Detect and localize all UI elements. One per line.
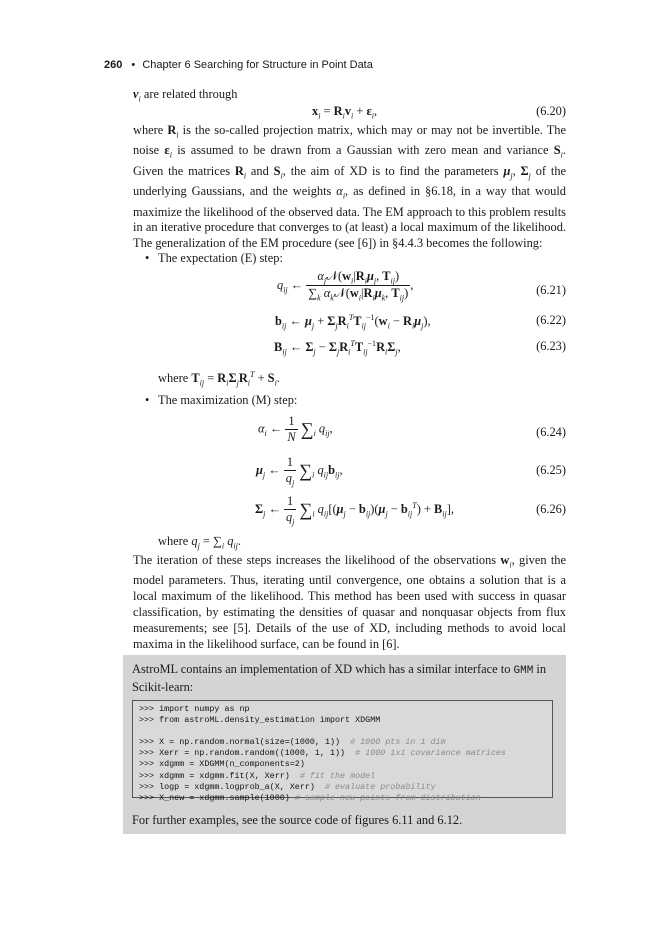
bullet-marker: • (145, 393, 150, 407)
where-t-definition: where $T_{ij} = R_i\Sigma_jR_i^T + S_i$. (158, 370, 280, 388)
code-line: >>> xdgmm = XDGMM(n_components=2) (139, 759, 305, 770)
box-footer: For further examples, see the source code of figures 6.11 and 6.12. (132, 813, 463, 827)
code-line: >>> logp = xdgmm.logprob_a(X, Xerr) # evaluate probability (139, 781, 436, 792)
equation-number: (6.23) (536, 339, 566, 353)
chapter-title: Chapter 6 Searching for Structure in Point Data (142, 59, 373, 71)
page-number: 260 (104, 59, 123, 71)
equation-number: (6.21) (536, 283, 566, 297)
equation-number: (6.20) (536, 104, 566, 118)
equation-6-21: $q_{ij}$ ← $\frac{\alpha_j𝒩(w_i|R_i\mu_j, T_{ij})}{\sum_k \alpha_k𝒩(w_i|R_i\mu_k, T_{ij})}$ , (277, 269, 414, 303)
equation-number: (6.26) (536, 502, 566, 516)
equation-number: (6.25) (536, 463, 566, 477)
box-intro: AstroML contains an implementation of XD which has a similar interface to GMM in Scikit-learn: (132, 662, 547, 694)
code-line: >>> X_new = xdgmm.sample(1000) # sample new points from distribution (139, 792, 481, 803)
bullet-expectation: The expectation (E) step: (158, 251, 283, 265)
equation-number: (6.24) (536, 425, 566, 439)
code-block (132, 700, 553, 803)
equation-number: (6.22) (536, 313, 566, 327)
header-separator: • (131, 59, 136, 71)
inline-code: GMM (513, 665, 534, 677)
code-line: >>> from astroML.density_estimation import XDGMM (139, 715, 381, 726)
code-line: >>> import numpy as np (139, 704, 250, 714)
code-line: >>> Xerr = np.random.random((1000, 1, 1)) # 1000 1x1 covariance matrices (139, 748, 506, 759)
equation-6-24: $\alpha_i$ ← $\frac{1}{N}$ $\sum_i$ $q_{ij}$, (258, 414, 333, 444)
code-line: >>> X = np.random.normal(size=(1000, 1)) # 1000 pts in 1 dim (139, 737, 446, 748)
code-line: >>> xdgmm = xdgmm.fit(X, Xerr) # fit the model (139, 770, 376, 781)
equation-6-20: $x_i = R_iv_i + \varepsilon_i$, (312, 104, 378, 121)
bullet-marker: • (145, 251, 150, 265)
intro-line: $v_i$ are related through (133, 87, 238, 104)
equation-6-22: $b_{ij}$ ← $\mu_j + \Sigma_jR_i^TT_{ij}^{-1}(w_i - R_i\mu_j)$, (275, 313, 431, 331)
equation-6-23: $B_{ij}$ ← $\Sigma_j - \Sigma_jR_i^TT_{ij}^{-1}R_i\Sigma_j$, (274, 339, 401, 357)
where-q-definition: where $q_j = \sum_i$ $q_{ij}$. (158, 534, 241, 551)
equation-6-25: $\mu_j$ ← $\frac{1}{q_j}$ $\sum_i$ $q_{ij}b_{ij}$, (256, 455, 343, 488)
running-header (104, 59, 373, 71)
paragraph-projection: where $R_i$ is the so-called projection matrix, which may or may not be invertible. The noise $\varepsilon_i$ is assumed to be drawn from a Gaussian with zero mean and variance $S_i$. Given the matrices $R_i$ and $S_i$, the aim of XD is to find the parameters $\mu_j$, $\Sigma_j$ of the underlying Gaussians, and the weights $\alpha_i$, as defined in §6.18, in a way that would maximize the likelihood of the observed data. The EM approach to this problem results in an iterative procedure that converges to (at least) a local maximum of the likelihood. The generalization of the EM procedure (see [6]) in §4.4.3 becomes the following: (133, 123, 567, 251)
paragraph-iteration: The iteration of these steps increases the likelihood of the observations $w_i$, given the model parameters. Thus, iterating until convergence, one obtains a solution that is a local maximum of the likelihood. This method has been used with success in quasar classification, by estimating the densities of quasar and nonquasar objects from flux measurements; see [5]. Details of the use of XD, including methods to avoid local maxima in the likelihood surface, can be found in [6]. (133, 553, 566, 651)
bullet-maximization: The maximization (M) step: (158, 393, 298, 407)
equation-6-26: $\Sigma_j$ ← $\frac{1}{q_j}$ $\sum_i$ $q_{ij}[(\mu_j - b_{ij})(\mu_j - b_{ij}^T) + B_{ij}]$, (255, 494, 454, 527)
astroml-code-box (123, 655, 566, 834)
